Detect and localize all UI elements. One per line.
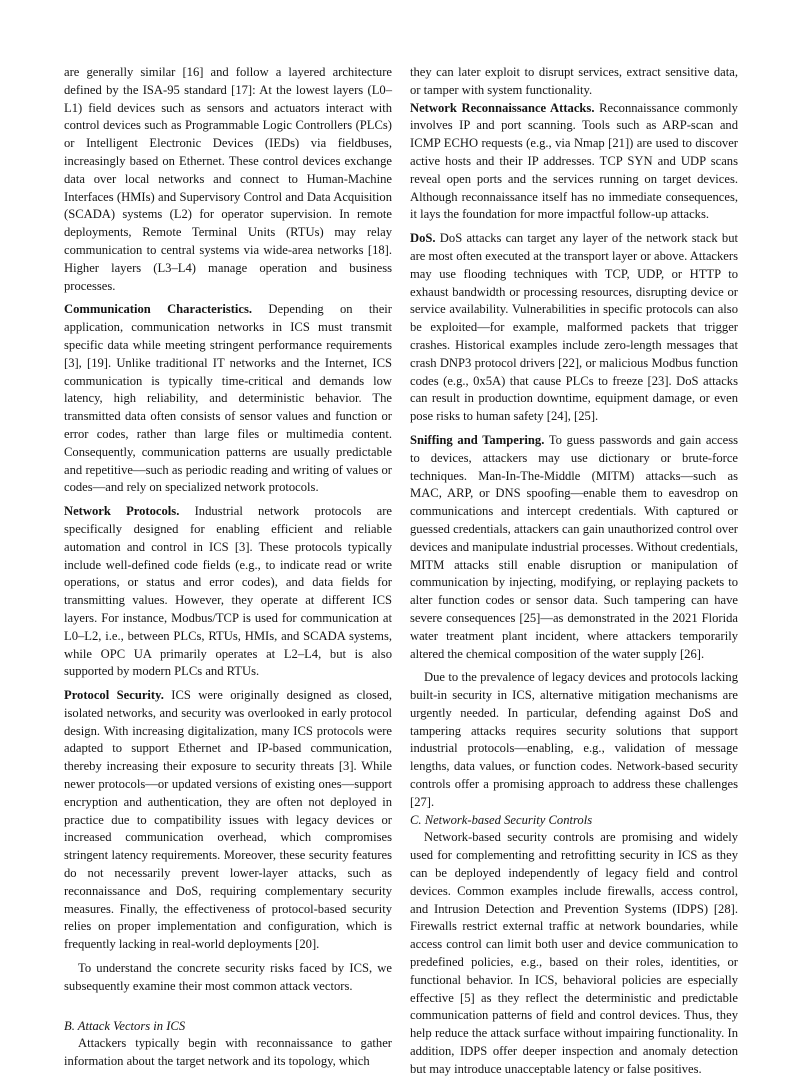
transition-paragraph: To understand the concrete security risks faced by ICS, we subsequently examine their most common attack vectors. <box>64 961 392 993</box>
reconnaissance-paragraph <box>410 100 738 225</box>
security-controls-paragraph: Network-based security controls are promising and widely used for complementing and retrofitting security in ICS as they can be deployed independently of legacy field and control devices. Common examples include firewalls, access control, and Intrusion Detection and Prevention Systems (IDPS) [28]. Firewalls restrict external traffic at network boundaries, while access control can limit both user and device communication to predefined policies, e.g., based on their roles, identities, or functional behavior. In ICS, behavioral policies are especially effective [5] as they reflect the deterministic and predictable communication patterns of field and control devices. Thus, they help reduce the attack surface without impairing functionality. In addition, IDPS offer deeper inspection and anomaly detection but may introduce unacceptable latency or false positives. <box>410 830 738 1076</box>
left-column <box>64 64 392 1079</box>
dos-text: DoS attacks can target any layer of the network stack but are most often executed at the transport layer or above. Attackers may use flooding techniques with TCP, UDP, or HTTP to exhaust bandwidth or processing resources, disrupting device or service availability. Vulnerabilities in specific protocols can also be exploited—for example, malformed packets that trigger crashes. Historical examples include zero-length messages that crash DNP3 protocol drivers [22], or malicious Modbus function codes (e.g., 0x5A) that cause PLCs to freeze [23]. DoS attacks can result in production downtime, equipment damage, or even pose risks to human safety [24], [25]. <box>410 231 738 424</box>
communication-characteristics-heading: Communication Characteristics. <box>64 302 253 317</box>
reconnaissance-heading: Network Reconnaissance Attacks. <box>410 100 595 115</box>
ics-architecture-paragraph: are generally similar [16] and follow a layered architecture defined by the ISA-95 standard [17]: At the lowest layers (L0–L1) field devices such as sensors and actuators interact with control devices such as Programmable Logic Controllers (PLCs) or Intelligent Electronic Devices (IEDs) via fieldbuses, increasingly based on Ethernet. These control devices exchange data over local networks and connect to Human-Machine Interfaces (HMIs) and Supervisory Control and Data Acquisition (SCADA) systems (L2) for operator supervision. In remote deployments, Remote Terminal Units (RTUs) may relay communication to central systems via wide-area networks [18]. Higher layers (L3–L4) manage operation and business processes. <box>64 65 392 293</box>
protocol-security-text: ICS were originally designed as closed, isolated networks, and security was overlooked in early protocol design. With increasing digitalization, many ICS protocols were adapted to support Ethernet and IP-based communication, thereby increasing their exposure to security threats [3]. While newer protocols—or updated versions of existing ones—support encryption and authentication, they are often not deployed in practice due to compatibility issues with legacy devices or increased communication overhead, which compromises stringent latency requirements. Moreover, these security features do not necessarily prevent lower-layer attacks, such as reconnaissance and DoS, requiring complementary security measures. Finally, the effectiveness of protocol-based security relies on proper implementation and configuration, which is frequently lacking in real-world deployments [20]. <box>64 688 392 952</box>
network-protocols-text: Industrial network protocols are specifically designed for enabling efficient and reliable automation and control in ICS [3]. These protocols typically include well-defined code fields (e.g., to indicate read or write operations, or status and error codes), and data fields for transmitting values. However, they operate at different ICS layers. For instance, Modbus/TCP is used for communication at L0–L2, i.e., between PLCs, RTUs, HMIs, and SCADA systems, while OPC UA primarily operates at L2–L4, but is also supported by modern PLCs and RTUs. <box>64 504 392 679</box>
network-protocols-paragraph <box>64 503 392 681</box>
sniffing-tampering-paragraph <box>410 432 738 663</box>
dos-heading: DoS. <box>410 231 436 246</box>
subsection-c-heading: C. Network-based Security Controls <box>410 812 593 827</box>
attack-vectors-intro-paragraph: Attackers typically begin with reconnaissance to gather information about the target network and its topology, which <box>64 1036 392 1069</box>
sniffing-tampering-text: To guess passwords and gain access to devices, attackers may use dictionary or brute-force techniques. Man-In-The-Middle (MITM) attacks—such as MAC, ARP, or DNS spoofing—enable them to eavesdrop on communications and intercept credentials. With captured or guessed credentials, attackers can gain unauthorized control over devices and manipulate industrial processes. Without credentials, MITM attacks still enable disruption or manipulation of communication by injecting, modifying, or replaying packets to alter function codes or sensor data. Such tampering can have severe consequences [25]—as demonstrated in the 2021 Florida water treatment plant incident, where attackers temporarily altered the chemical composition of the water supply [26]. <box>410 432 739 661</box>
legacy-mitigation-paragraph: Due to the prevalence of legacy devices and protocols lacking built-in security in ICS, alternative mitigation mechanisms are urgently needed. In particular, defending against DoS and tampering attacks requires security solutions that support industrial protocols—enabling, e.g., validation of message lengths, data values, or function codes. Network-based security controls offer a promising approach to address these challenges [27]. <box>410 670 738 809</box>
communication-characteristics-text: Depending on their application, communication networks in ICS must transmit specific data while meeting stringent performance requirements [3], [19]. Unlike traditional IT networks and the Internet, ICS communication is typically time-critical and demands low latency, high reliability, and deterministic behavior. The transmitted data often consists of sensor values and function or error codes, rather than large files or multimedia content. Consequently, communication patterns are usually predictable and repetitive—such as periodic reading and writing of values or codes—and rely on specialized network protocols. <box>64 302 392 495</box>
subsection-b-heading: B. Attack Vectors in ICS <box>64 1018 186 1033</box>
right-column <box>410 64 738 1079</box>
paper-page <box>64 64 738 1079</box>
communication-characteristics-paragraph <box>64 301 392 497</box>
protocol-security-heading: Protocol Security. <box>64 688 164 703</box>
network-protocols-heading: Network Protocols. <box>64 504 180 519</box>
protocol-security-paragraph <box>64 687 392 954</box>
continuation-paragraph: they can later exploit to disrupt services, extract sensitive data, or tamper with system functionality. <box>410 65 738 97</box>
sniffing-tampering-heading: Sniffing and Tampering. <box>410 432 545 447</box>
reconnaissance-text: Reconnaissance commonly involves IP and port scanning. Tools such as ARP-scan and ICMP ECHO requests (e.g., via Nmap [21]) are used to discover active hosts and their IP addresses. TCP SYN and UDP scans reveal open ports and the services running on target devices. Although reconnaissance itself has no immediate consequences, it lays the foundation for more impactful follow-up attacks. <box>410 100 738 222</box>
dos-paragraph <box>410 230 738 426</box>
